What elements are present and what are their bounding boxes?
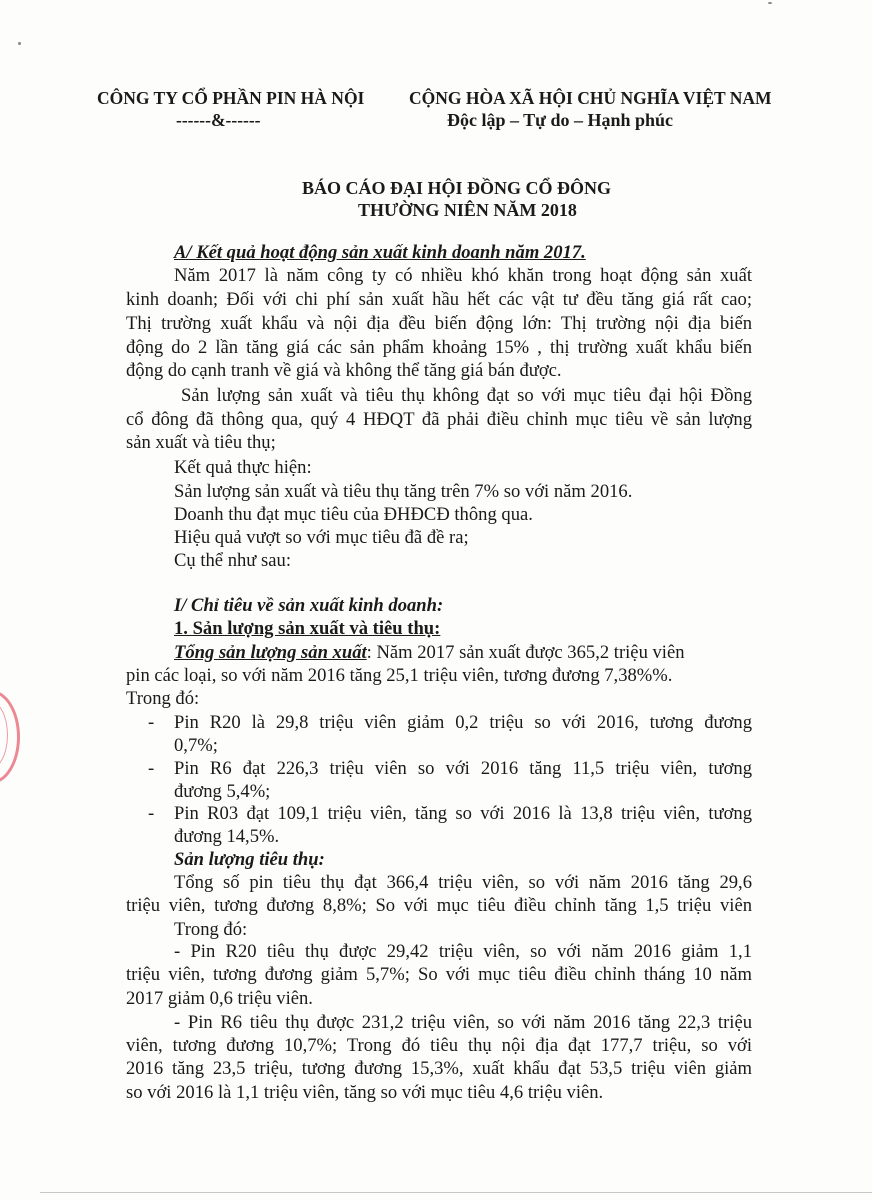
paragraph-line: kinh doanh; Đối với chi phí sản xuất hầu hết các vật tư đều tăng giá rất cao; — [126, 289, 752, 310]
paragraph-line: sản xuất và tiêu thụ; — [126, 432, 276, 453]
results-item: Sản lượng sản xuất và tiêu thụ tăng trên 7% so với năm 2016. — [174, 481, 633, 502]
scan-edge-line — [40, 1192, 872, 1193]
list-item-line: đương 14,5%. — [174, 826, 280, 847]
list-item-line: Pin R03 đạt 109,1 triệu viên, tăng so với 2016 là 13,8 triệu viên, tương — [174, 803, 752, 824]
company-name: CÔNG TY CỔ PHẦN PIN HÀ NỘI — [97, 88, 365, 108]
company-separator: ------&------ — [176, 110, 261, 130]
results-item: Hiệu quả vượt so với mục tiêu đã đề ra; — [174, 527, 469, 548]
paragraph-line: Năm 2017 là năm công ty có nhiều khó khăn trong hoạt động sản xuất — [174, 265, 752, 286]
paragraph-line: viên, tương đương 10,7%; Trong đó tiêu thụ nội địa đạt 177,7 triệu, so với — [126, 1035, 752, 1056]
paragraph-line: - Pin R6 tiêu thụ được 231,2 triệu viên, so với năm 2016 tăng 22,3 triệu — [174, 1012, 752, 1033]
list-item-line: 0,7%; — [174, 735, 218, 756]
paragraph-line: Tổng số pin tiêu thụ đạt 366,4 triệu viên, so với năm 2016 tăng 29,6 — [174, 872, 752, 893]
paragraph-line: 2017 giảm 0,6 triệu viên. — [126, 988, 313, 1009]
list-bullet: - — [148, 712, 155, 733]
results-item: Cụ thể như sau: — [174, 550, 291, 571]
paragraph-line: triệu viên, tương đương 8,8%; So với mục tiêu điều chỉnh tăng 1,5 triệu viên — [126, 895, 752, 916]
paragraph-line: Sản lượng sản xuất và tiêu thụ không đạt so với mục tiêu đại hội Đồng — [181, 385, 752, 406]
paragraph-line: động do cạnh tranh về giá và không thể tăng giá bán được. — [126, 360, 562, 381]
results-item: Doanh thu đạt mục tiêu của ĐHĐCĐ thông qua. — [174, 504, 533, 525]
national-motto: Độc lập – Tự do – Hạnh phúc — [447, 110, 674, 130]
republic-name: CỘNG HÒA XÃ HỘI CHỦ NGHĨA VIỆT NAM — [409, 88, 772, 108]
results-label: Kết quả thực hiện: — [174, 457, 312, 478]
total-production-text: : Năm 2017 sản xuất được 365,2 triệu viên — [366, 642, 685, 663]
list-item-line: đương 5,4%; — [174, 781, 271, 802]
report-title-line1: BÁO CÁO ĐẠI HỘI ĐỒNG CỔ ĐÔNG — [302, 178, 612, 198]
paragraph-line: so với 2016 là 1,1 triệu viên, tăng so với mục tiêu 4,6 triệu viên. — [126, 1082, 604, 1103]
subsection-1-heading: 1. Sản lượng sản xuất và tiêu thụ: — [174, 618, 441, 639]
total-production-line — [174, 641, 685, 664]
paragraph-line: pin các loại, so với năm 2016 tăng 25,1 triệu viên, tương đương 7,38%%. — [126, 665, 673, 686]
paragraph-line: động do 2 lần tăng giá các sản phẩm khoảng 15% , thị trường xuất khẩu biến — [126, 337, 752, 358]
scan-speck — [18, 42, 21, 45]
total-production-label: Tổng sản lượng sản xuất — [174, 642, 367, 663]
section-i-heading: I/ Chỉ tiêu về sản xuất kinh doanh: — [174, 595, 444, 616]
paragraph-line: 2016 tăng 23,5 triệu, tương đương 15,3%, xuất khẩu đạt 53,5 triệu viên giảm — [126, 1058, 752, 1079]
paragraph-line: - Pin R20 tiêu thụ được 29,42 triệu viên, so với năm 2016 giảm 1,1 — [174, 941, 752, 962]
trong-do-label: Trong đó: — [126, 688, 200, 709]
scan-speck — [768, 2, 772, 4]
section-a-heading: A/ Kết quả hoạt động sản xuất kinh doanh năm 2017. — [174, 242, 586, 263]
list-bullet: - — [148, 758, 155, 779]
list-bullet: - — [148, 803, 155, 824]
consumption-heading: Sản lượng tiêu thụ: — [174, 849, 325, 870]
trong-do-label: Trong đó: — [174, 919, 248, 940]
list-item-line: Pin R6 đạt 226,3 triệu viên so với 2016 tăng 11,5 triệu viên, tương — [174, 758, 752, 779]
list-item-line: Pin R20 là 29,8 triệu viên giảm 0,2 triệu so với 2016, tương đương — [174, 712, 752, 733]
paragraph-line: cổ đông đã thông qua, quý 4 HĐQT đã phải điều chỉnh mục tiêu về sản lượng — [126, 409, 752, 430]
report-title-line2: THƯỜNG NIÊN NĂM 2018 — [358, 200, 577, 220]
paragraph-line: triệu viên, tương đương giảm 5,7%; So với mục tiêu điều chỉnh tháng 10 năm — [126, 964, 752, 985]
paragraph-line: Thị trường xuất khẩu và nội địa đều biến động lớn: Thị trường nội địa biến — [126, 313, 752, 334]
